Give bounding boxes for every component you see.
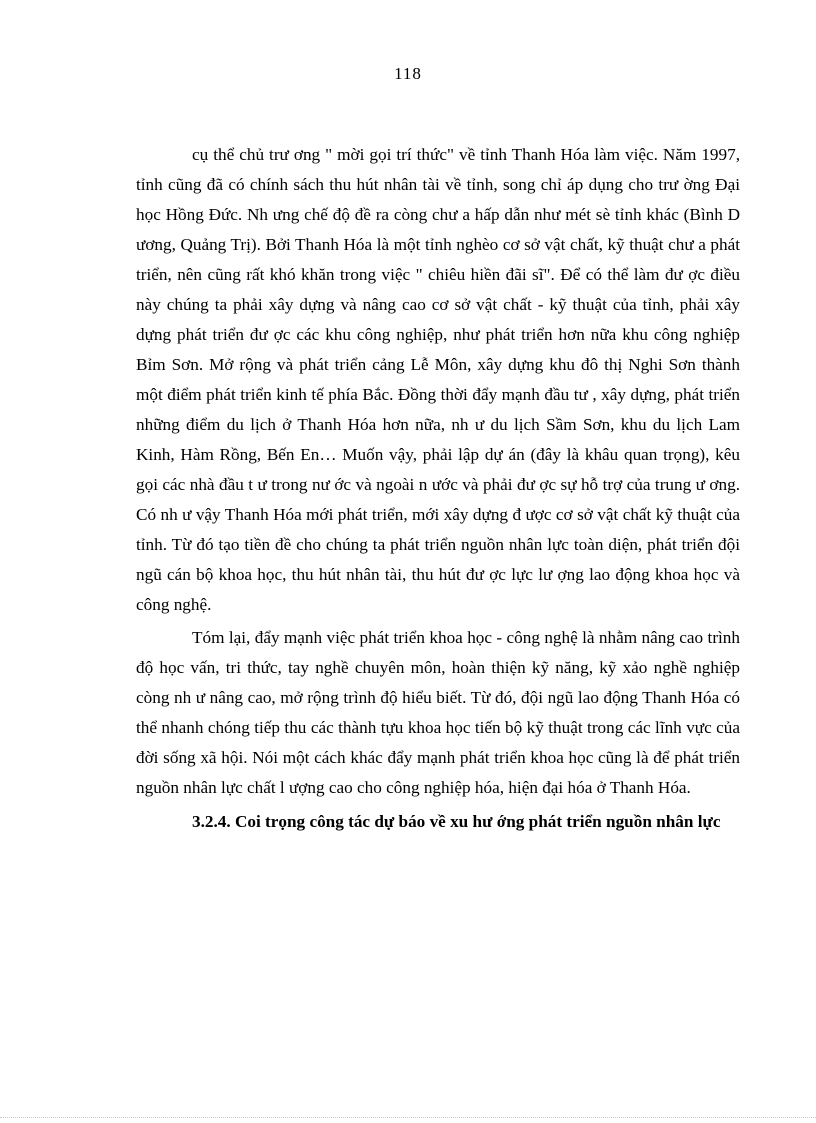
page-bottom-rule — [0, 1117, 816, 1118]
page-number: 118 — [394, 64, 422, 83]
paragraph-development-policy: cụ thể chủ trư ơng " mời gọi trí thức" về tỉnh Thanh Hóa làm việc. Năm 1997, tỉnh cũng đã có chính sách thu hút nhân tài về tỉnh, song chỉ áp dụng cho trư ờng Đại học Hồng Đức. Nh ưng chế độ đề ra còng chư a hấp dẫn như mét sè tỉnh khác (Bình D ương, Quảng Trị). Bởi Thanh Hóa là một tỉnh nghèo cơ sở vật chất, kỹ thuật chư a phát triển, nên cũng rất khó khăn trong việc " chiêu hiền đãi sĩ". Để có thể làm đư ợc điều này chúng ta phải xây dựng và nâng cao cơ sở vật chất - kỹ thuật của tỉnh, phải xây dựng phát triển đư ợc các khu công nghiệp, như phát triển hơn nữa khu công nghiệp Bỉm Sơn. Mở rộng và phát triển cảng Lễ Môn, xây dựng khu đô thị Nghi Sơn thành một điểm phát triển kinh tế phía Bắc. Đồng thời đẩy mạnh đầu tư , xây dựng, phát triển những điểm du lịch ở Thanh Hóa hơn nữa, nh ư du lịch Sầm Sơn, khu du lịch Lam Kinh, Hàm Rồng, Bến En… Muốn vậy, phải lập dự án (đây là khâu quan trọng), kêu gọi các nhà đầu t ư trong nư ớc và ngoài n ước và phải đư ợc sự hỗ trợ của trung ư ơng. Có nh ư vậy Thanh Hóa mới phát triển, mới xây dựng đ ược cơ sở vật chất kỹ thuật của tỉnh. Từ đó tạo tiền đề cho chúng ta phát triển nguồn nhân lực toàn diện, phát triển đội ngũ cán bộ khoa học, thu hút nhân tài, thu hút đư ợc lực lư ợng lao động khoa học và công nghệ. — [136, 145, 740, 614]
section-heading: 3.2.4. Coi trọng công tác dự báo về xu hư ớng phát triển nguồn nhân lực — [192, 812, 721, 831]
document-body — [136, 140, 740, 837]
paragraph-summary: Tóm lại, đẩy mạnh việc phát triển khoa học - công nghệ là nhằm nâng cao trình độ học vấn, tri thức, tay nghề chuyên môn, hoàn thiện kỹ năng, kỹ xảo nghề nghiệp còng nh ư nâng cao, mở rộng trình độ hiểu biết. Từ đó, đội ngũ lao động Thanh Hóa có thể nhanh chóng tiếp thu các thành tựu khoa học tiến bộ kỹ thuật trong các lĩnh vực của đời sống xã hội. Nói một cách khác đẩy mạnh phát triển khoa học cũng là để phát triển nguồn nhân lực chất l ượng cao cho công nghiệp hóa, hiện đại hóa ở Thanh Hóa. — [136, 628, 740, 797]
